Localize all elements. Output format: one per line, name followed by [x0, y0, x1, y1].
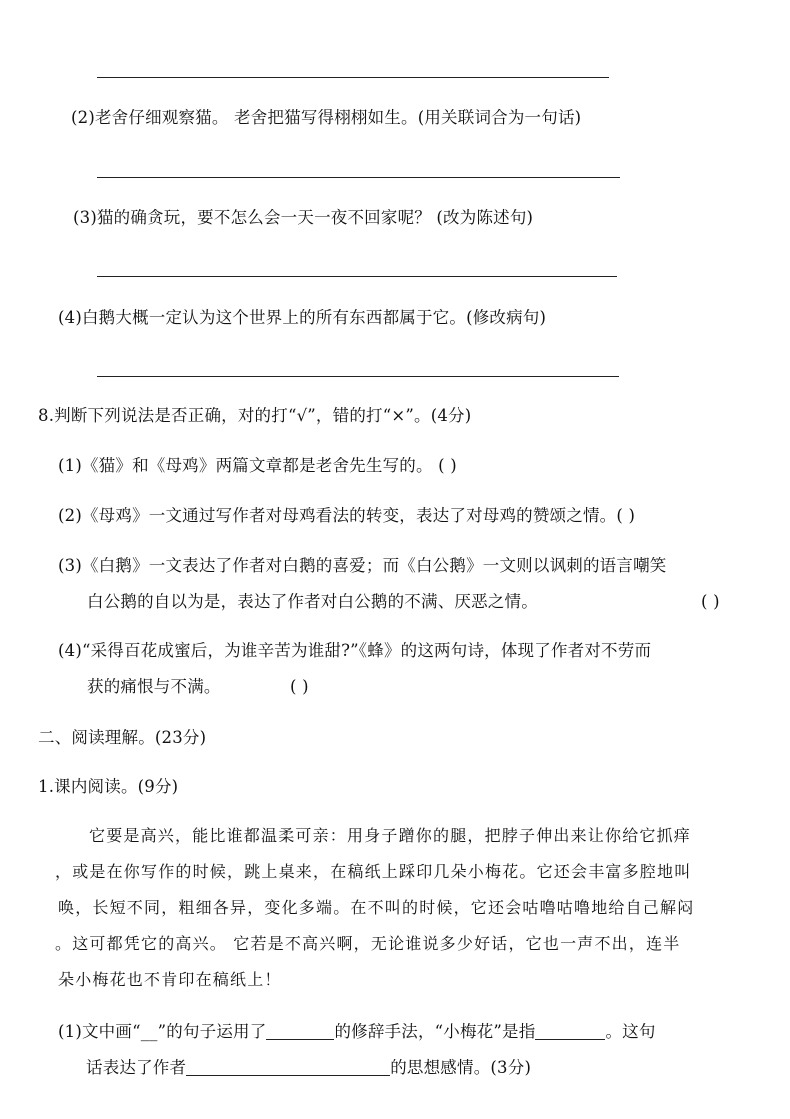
- passage-line-3: 唤，长短不同，粗细各异，变化多端。在不叫的时候，它还会咕噜咕噜地给自己解闷: [58, 898, 695, 917]
- q7-item-3: (3)猫的确贪玩，要不怎么会一天一夜不回家呢？ (改为陈述句): [73, 208, 534, 227]
- passage-line-1: 它要是高兴，能比谁都温柔可亲：用身子蹭你的腿，把脖子伸出来让你给它抓痒: [89, 826, 692, 845]
- passage-line-2: ，或是在你写作的时候，跳上桌来，在稿纸上踩印几朵小梅花。它还会丰富多腔地叫: [55, 862, 692, 881]
- q1-text-a: (1)文中画“: [58, 1022, 141, 1041]
- passage-line-5: 朵小梅花也不肯印在稿纸上！: [58, 970, 282, 989]
- reading-1-question-1-line-1: [58, 1020, 656, 1044]
- answer-blank-rhetoric[interactable]: [266, 1021, 334, 1040]
- q1-text-line2-b: 的思想感情。(3分): [390, 1058, 532, 1077]
- q1-text-b: ”的句子运用了: [157, 1022, 267, 1041]
- answer-line: [97, 376, 619, 377]
- q8-item-4-line-1: (4)“采得百花成蜜后，为谁辛苦为谁甜?”《蜂》的这两句诗，体现了作者对不劳而: [58, 641, 652, 660]
- q8-item-4-line-2: 获的痛恨与不满。: [87, 677, 221, 696]
- answer-blank-meaning[interactable]: [535, 1021, 605, 1040]
- q7-item-2: (2)老舍仔细观察猫。 老舍把猫写得栩栩如生。(用关联词合为一句话): [71, 108, 582, 127]
- q1-text-c: 的修辞手法，“小梅花”是指: [334, 1022, 536, 1041]
- answer-blank-feeling[interactable]: [186, 1057, 390, 1076]
- q8-item-2: (2)《母鸡》一文通过写作者对母鸡看法的转变，表达了对母鸡的赞颂之情。( ): [58, 506, 636, 525]
- q1-text-d: 。这句: [605, 1022, 656, 1041]
- answer-line: [97, 77, 609, 78]
- reading-1-question-1-line-2: [86, 1056, 531, 1080]
- q8-item-3-line-2: 白公鹅的自以为是，表达了作者对白公鹅的不满、厌恶之情。: [87, 592, 538, 611]
- q8-item-3-answer-paren: ( ): [701, 592, 720, 611]
- q8-title: 8.判断下列说法是否正确，对的打“√”，错的打“×”。(4分): [38, 406, 472, 425]
- underline-mark: __: [140, 1022, 158, 1041]
- reading-1-title: 1.课内阅读。(9分): [38, 777, 179, 796]
- answer-line: [97, 276, 617, 277]
- q7-item-4: (4)白鹅大概一定认为这个世界上的所有东西都属于它。(修改病句): [58, 308, 547, 327]
- q1-text-line2-a: 话表达了作者: [86, 1058, 187, 1077]
- section-2-title: 二、阅读理解。(23分): [38, 728, 207, 747]
- q8-item-3-line-1: (3)《白鹅》一文表达了作者对白鹅的喜爱；而《白公鹅》一文则以讽刺的语言嘲笑: [58, 556, 667, 575]
- q8-item-4-answer-paren: ( ): [290, 677, 309, 696]
- q8-item-1: (1)《猫》和《母鸡》两篇文章都是老舍先生写的。 ( ): [58, 456, 457, 475]
- passage-line-4: 。这可都凭它的高兴。 它若是不高兴啊，无论谁说多少好话，它也一声不出，连半: [55, 934, 681, 953]
- answer-line: [97, 177, 620, 178]
